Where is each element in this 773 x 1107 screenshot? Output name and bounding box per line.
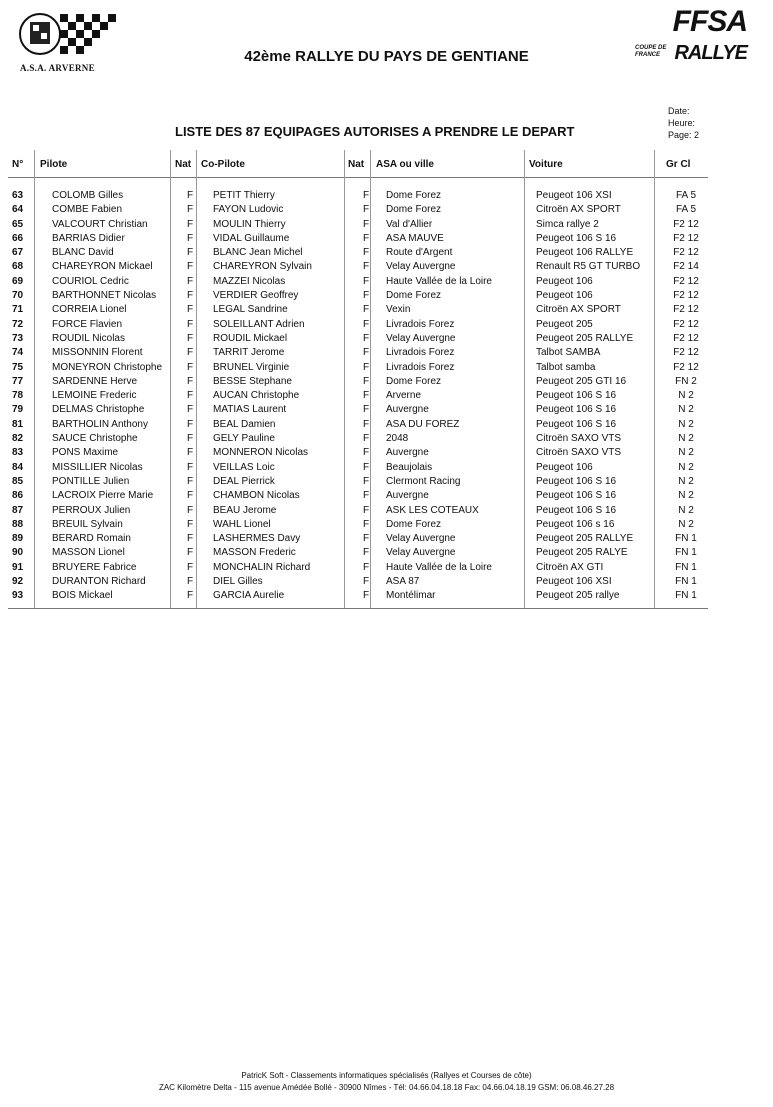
entries-table bbox=[0, 189, 706, 604]
ffsa-brand: FFSA bbox=[672, 5, 747, 38]
table-row bbox=[0, 375, 706, 389]
copilote-nat: F bbox=[363, 547, 370, 559]
asa-name: Velay Auvergne bbox=[386, 332, 456, 344]
pilote-nat: F bbox=[187, 261, 194, 273]
pilote-name: LEMOINE Frederic bbox=[52, 390, 137, 402]
time-label: Heure: bbox=[668, 118, 696, 128]
asa-name: Beaujolais bbox=[386, 461, 433, 473]
asa-name: ASA 87 bbox=[386, 576, 420, 588]
group-class: FN 1 bbox=[675, 533, 697, 545]
copilote-name: VEILLAS Loic bbox=[213, 461, 275, 473]
pilote-nat: F bbox=[187, 290, 194, 302]
car-model: Peugeot 205 GTI 16 bbox=[536, 375, 627, 387]
col-header-pilote: Pilote bbox=[40, 159, 68, 170]
document-meta bbox=[668, 105, 699, 141]
copilote-name: MONCHALIN Richard bbox=[213, 561, 311, 573]
pilote-nat: F bbox=[187, 247, 194, 259]
copilote-name: ROUDIL Mickael bbox=[213, 332, 288, 344]
col-header-nat2: Nat bbox=[348, 159, 365, 170]
copilote-name: VIDAL Guillaume bbox=[213, 232, 290, 244]
ffsa-coupe-label: COUPE DE FRANCE bbox=[635, 45, 667, 58]
table-row bbox=[0, 475, 706, 489]
pilote-name: PONTILLE Julien bbox=[52, 475, 130, 487]
col-header-grcl: Gr Cl bbox=[666, 159, 691, 170]
copilote-name: MASSON Frederic bbox=[213, 547, 296, 559]
pilote-nat: F bbox=[187, 190, 194, 201]
copilote-nat: F bbox=[363, 375, 370, 387]
asa-name: Livradois Forez bbox=[386, 347, 455, 359]
car-model: Citroën SAXO VTS bbox=[536, 433, 622, 445]
asa-name: Haute Vallée de la Loire bbox=[386, 561, 492, 573]
pilote-nat: F bbox=[187, 318, 194, 330]
pilote-nat: F bbox=[187, 375, 194, 387]
copilote-nat: F bbox=[363, 275, 370, 287]
car-model: Peugeot 106 RALLYE bbox=[536, 247, 634, 259]
copilote-name: MATIAS Laurent bbox=[213, 404, 287, 416]
car-model: Peugeot 106 S 16 bbox=[536, 490, 617, 502]
pilote-nat: F bbox=[187, 347, 194, 359]
row-number: 83 bbox=[12, 447, 24, 459]
asa-name: Arverne bbox=[386, 390, 422, 402]
group-class: F2 12 bbox=[673, 218, 699, 230]
pilote-nat: F bbox=[187, 547, 194, 559]
table-row bbox=[0, 518, 706, 532]
row-number: 90 bbox=[12, 547, 24, 559]
group-class: F2 12 bbox=[673, 247, 699, 259]
asa-name: Clermont Racing bbox=[386, 475, 461, 487]
copilote-nat: F bbox=[363, 447, 370, 459]
copilote-name: BESSE Stephane bbox=[213, 375, 292, 387]
copilote-nat: F bbox=[363, 504, 370, 516]
asa-arverne-label: A.S.A. ARVERNE bbox=[20, 63, 95, 73]
row-number: 74 bbox=[12, 347, 24, 359]
group-class: FN 1 bbox=[675, 576, 697, 588]
pilote-nat: F bbox=[187, 361, 194, 373]
asa-name: Livradois Forez bbox=[386, 361, 455, 373]
row-number: 64 bbox=[12, 204, 24, 216]
table-row bbox=[0, 275, 706, 289]
copilote-nat: F bbox=[363, 390, 370, 402]
date-label: Date: bbox=[668, 106, 690, 116]
copilote-name: AUCAN Christophe bbox=[213, 390, 300, 402]
pilote-nat: F bbox=[187, 204, 194, 216]
car-model: Renault R5 GT TURBO bbox=[536, 261, 641, 273]
table-row bbox=[0, 575, 706, 589]
copilote-nat: F bbox=[363, 290, 370, 302]
table-row bbox=[0, 504, 706, 518]
copilote-name: SOLEILLANT Adrien bbox=[213, 318, 305, 330]
row-number: 78 bbox=[12, 390, 24, 402]
pilote-name: SARDENNE Herve bbox=[52, 375, 138, 387]
copilote-nat: F bbox=[363, 518, 370, 530]
row-number: 88 bbox=[12, 518, 24, 530]
pilote-name: BARTHOLIN Anthony bbox=[52, 418, 148, 430]
copilote-name: CHAMBON Nicolas bbox=[213, 490, 300, 502]
group-class: FN 1 bbox=[675, 547, 697, 559]
asa-name: Dome Forez bbox=[386, 375, 442, 387]
pilote-name: BARRIAS Didier bbox=[52, 232, 125, 244]
car-model: Talbot SAMBA bbox=[536, 347, 601, 359]
group-class: F2 12 bbox=[673, 232, 699, 244]
copilote-nat: F bbox=[363, 576, 370, 588]
copilote-nat: F bbox=[363, 204, 370, 216]
table-row bbox=[0, 389, 706, 403]
table-row bbox=[0, 589, 706, 603]
asa-name: Dome Forez bbox=[386, 204, 442, 216]
asa-name: 2048 bbox=[386, 433, 409, 445]
row-number: 70 bbox=[12, 290, 24, 302]
col-header-num: N° bbox=[12, 159, 24, 170]
row-number: 75 bbox=[12, 361, 24, 373]
copilote-nat: F bbox=[363, 461, 370, 473]
group-class: F2 12 bbox=[673, 275, 699, 287]
row-number: 79 bbox=[12, 404, 24, 416]
car-model: Peugeot 106 S 16 bbox=[536, 232, 617, 244]
car-model: Peugeot 106 S 16 bbox=[536, 404, 617, 416]
copilote-nat: F bbox=[363, 433, 370, 445]
list-subtitle: LISTE DES 87 EQUIPAGES AUTORISES A PRENDRE LE DEPART bbox=[175, 124, 575, 139]
car-model: Peugeot 106 S 16 bbox=[536, 475, 617, 487]
pilote-name: FORCE Flavien bbox=[52, 318, 123, 330]
copilote-name: VERDIER Geoffrey bbox=[213, 290, 299, 302]
car-model: Citroën SAXO VTS bbox=[536, 447, 622, 459]
pilote-name: MASSON Lionel bbox=[52, 547, 125, 559]
pilote-name: PONS Maxime bbox=[52, 447, 119, 459]
group-class: FA 5 bbox=[675, 190, 696, 201]
row-number: 87 bbox=[12, 504, 24, 516]
pilote-name: SAUCE Christophe bbox=[52, 433, 138, 445]
pilote-name: ROUDIL Nicolas bbox=[52, 332, 125, 344]
asa-name: ASK LES COTEAUX bbox=[386, 504, 479, 516]
copilote-nat: F bbox=[363, 232, 370, 244]
row-number: 67 bbox=[12, 247, 24, 259]
pilote-nat: F bbox=[187, 475, 194, 487]
pilote-nat: F bbox=[187, 447, 194, 459]
col-header-voiture: Voiture bbox=[529, 159, 563, 170]
asa-name: Auvergne bbox=[386, 490, 429, 502]
pilote-name: COLOMB Gilles bbox=[52, 190, 124, 201]
table-row bbox=[0, 561, 706, 575]
pilote-name: BERARD Romain bbox=[52, 533, 131, 545]
pilote-nat: F bbox=[187, 561, 194, 573]
group-class: F2 12 bbox=[673, 347, 699, 359]
copilote-nat: F bbox=[363, 418, 370, 430]
pilote-name: MONEYRON Christophe bbox=[52, 361, 163, 373]
pilote-name: LACROIX Pierre Marie bbox=[52, 490, 154, 502]
row-number: 93 bbox=[12, 590, 24, 602]
asa-name: Route d'Argent bbox=[386, 247, 453, 259]
copilote-nat: F bbox=[363, 218, 370, 230]
asa-name: Velay Auvergne bbox=[386, 547, 456, 559]
pilote-name: PERROUX Julien bbox=[52, 504, 131, 516]
car-model: Citroën AX SPORT bbox=[536, 204, 621, 216]
copilote-name: WAHL Lionel bbox=[213, 518, 271, 530]
table-row bbox=[0, 403, 706, 417]
copilote-nat: F bbox=[363, 404, 370, 416]
copilote-name: LASHERMES Davy bbox=[213, 533, 301, 545]
pilote-nat: F bbox=[187, 232, 194, 244]
car-model: Peugeot 106 S 16 bbox=[536, 390, 617, 402]
copilote-name: BEAU Jerome bbox=[213, 504, 277, 516]
pilote-nat: F bbox=[187, 518, 194, 530]
table-bottom-rule bbox=[8, 608, 708, 609]
copilote-nat: F bbox=[363, 475, 370, 487]
copilote-nat: F bbox=[363, 361, 370, 373]
group-class: F2 12 bbox=[673, 304, 699, 316]
pilote-nat: F bbox=[187, 275, 194, 287]
car-model: Peugeot 106 S 16 bbox=[536, 418, 617, 430]
asa-name: ASA MAUVE bbox=[386, 232, 444, 244]
row-number: 66 bbox=[12, 232, 24, 244]
table-row bbox=[0, 546, 706, 560]
table-row bbox=[0, 303, 706, 317]
page-title: 42ème RALLYE DU PAYS DE GENTIANE bbox=[244, 48, 529, 65]
table-row bbox=[0, 432, 706, 446]
car-model: Simca rallye 2 bbox=[536, 218, 599, 230]
copilote-nat: F bbox=[363, 304, 370, 316]
table-row bbox=[0, 532, 706, 546]
copilote-name: BEAL Damien bbox=[213, 418, 276, 430]
row-number: 92 bbox=[12, 576, 24, 588]
pilote-name: BARTHONNET Nicolas bbox=[52, 290, 157, 302]
table-row bbox=[0, 289, 706, 303]
car-model: Citroën AX GTI bbox=[536, 561, 604, 573]
asa-name: Dome Forez bbox=[386, 290, 442, 302]
copilote-name: FAYON Ludovic bbox=[213, 204, 284, 216]
group-class: FA 5 bbox=[675, 204, 696, 216]
group-class: N 2 bbox=[678, 433, 694, 445]
copilote-name: DEAL Pierrick bbox=[213, 475, 275, 487]
table-row bbox=[0, 246, 706, 260]
copilote-name: TARRIT Jerome bbox=[213, 347, 285, 359]
copilote-nat: F bbox=[363, 190, 370, 201]
group-class: N 2 bbox=[678, 490, 694, 502]
table-row bbox=[0, 346, 706, 360]
car-model: Peugeot 106 XSI bbox=[536, 576, 612, 588]
asa-name: Auvergne bbox=[386, 447, 429, 459]
car-model: Peugeot 106 S 16 bbox=[536, 504, 617, 516]
row-number: 86 bbox=[12, 490, 24, 502]
table-row bbox=[0, 232, 706, 246]
group-class: FN 1 bbox=[675, 561, 697, 573]
car-model: Talbot samba bbox=[536, 361, 596, 373]
row-number: 77 bbox=[12, 375, 24, 387]
group-class: N 2 bbox=[678, 504, 694, 516]
copilote-name: BRUNEL Virginie bbox=[213, 361, 290, 373]
copilote-nat: F bbox=[363, 318, 370, 330]
copilote-nat: F bbox=[363, 247, 370, 259]
copilote-nat: F bbox=[363, 590, 370, 602]
copilote-name: DIEL Gilles bbox=[213, 576, 263, 588]
group-class: F2 12 bbox=[673, 318, 699, 330]
asa-name: Vexin bbox=[386, 304, 411, 316]
asa-name: Livradois Forez bbox=[386, 318, 455, 330]
header-rule bbox=[8, 177, 708, 178]
car-model: Citroën AX SPORT bbox=[536, 304, 621, 316]
car-model: Peugeot 205 RALLYE bbox=[536, 332, 634, 344]
row-number: 73 bbox=[12, 332, 24, 344]
col-header-copilote: Co-Pilote bbox=[201, 159, 245, 170]
car-model: Peugeot 106 XSI bbox=[536, 190, 612, 201]
pilote-nat: F bbox=[187, 490, 194, 502]
group-class: N 2 bbox=[678, 404, 694, 416]
pilote-name: VALCOURT Christian bbox=[52, 218, 148, 230]
pilote-name: BLANC David bbox=[52, 247, 114, 259]
copilote-name: MOULIN Thierry bbox=[213, 218, 286, 230]
group-class: N 2 bbox=[678, 518, 694, 530]
car-model: Peugeot 205 RALYE bbox=[536, 547, 628, 559]
pilote-nat: F bbox=[187, 433, 194, 445]
group-class: F2 12 bbox=[673, 290, 699, 302]
table-row bbox=[0, 461, 706, 475]
pilote-nat: F bbox=[187, 461, 194, 473]
row-number: 82 bbox=[12, 433, 24, 445]
copilote-name: GELY Pauline bbox=[213, 433, 275, 445]
pilote-name: MISSILLIER Nicolas bbox=[52, 461, 143, 473]
pilote-nat: F bbox=[187, 418, 194, 430]
table-row bbox=[0, 332, 706, 346]
copilote-nat: F bbox=[363, 332, 370, 344]
table-row bbox=[0, 361, 706, 375]
row-number: 91 bbox=[12, 561, 24, 573]
pilote-nat: F bbox=[187, 332, 194, 344]
asa-name: Dome Forez bbox=[386, 518, 442, 530]
pilote-nat: F bbox=[187, 218, 194, 230]
asa-name: Auvergne bbox=[386, 404, 429, 416]
car-model: Peugeot 106 bbox=[536, 290, 593, 302]
pilote-name: BOIS Mickael bbox=[52, 590, 113, 602]
asa-name: Val d'Allier bbox=[386, 218, 433, 230]
table-row bbox=[0, 189, 706, 203]
car-model: Peugeot 205 rallye bbox=[536, 590, 620, 602]
pilote-name: BRUYERE Fabrice bbox=[52, 561, 137, 573]
copilote-nat: F bbox=[363, 261, 370, 273]
pilote-nat: F bbox=[187, 390, 194, 402]
pilote-name: MISSONNIN Florent bbox=[52, 347, 143, 359]
footer-line-1: PatricK Soft - Classements informatiques spécialisés (Rallyes et Courses de côte) bbox=[241, 1071, 532, 1080]
group-class: FN 2 bbox=[675, 375, 697, 387]
pilote-nat: F bbox=[187, 590, 194, 602]
row-number: 72 bbox=[12, 318, 24, 330]
group-class: N 2 bbox=[678, 390, 694, 402]
group-class: FN 1 bbox=[675, 590, 697, 602]
asa-arverne-logo bbox=[18, 8, 118, 78]
footer-line-2: ZAC Kilomètre Delta - 115 avenue Amédée Bollé - 30900 Nîmes - Tél: 04.66.04.18.18 Fax: 04.66.04.18.19 GSM: 06.08.46.27.28 bbox=[158, 1083, 615, 1092]
row-number: 85 bbox=[12, 475, 24, 487]
car-model: Peugeot 106 bbox=[536, 275, 593, 287]
table-row bbox=[0, 446, 706, 460]
pilote-nat: F bbox=[187, 404, 194, 416]
car-model: Peugeot 205 RALLYE bbox=[536, 533, 634, 545]
asa-name: ASA DU FOREZ bbox=[386, 418, 460, 430]
pilote-name: COMBE Fabien bbox=[52, 204, 123, 216]
page-number: Page: 2 bbox=[668, 130, 700, 140]
row-number: 68 bbox=[12, 261, 24, 273]
pilote-name: COURIOL Cedric bbox=[52, 275, 129, 287]
row-number: 69 bbox=[12, 275, 24, 287]
table-row bbox=[0, 418, 706, 432]
asa-name: Haute Vallée de la Loire bbox=[386, 275, 492, 287]
copilote-name: GARCIA Aurelie bbox=[213, 590, 285, 602]
table-row bbox=[0, 203, 706, 217]
copilote-name: BLANC Jean Michel bbox=[213, 247, 303, 259]
row-number: 89 bbox=[12, 533, 24, 545]
pilote-name: BREUIL Sylvain bbox=[52, 518, 123, 530]
copilote-name: LEGAL Sandrine bbox=[213, 304, 288, 316]
group-class: N 2 bbox=[678, 418, 694, 430]
col-header-asa: ASA ou ville bbox=[376, 159, 434, 170]
group-class: F2 12 bbox=[673, 361, 699, 373]
asa-name: Velay Auvergne bbox=[386, 261, 456, 273]
row-number: 81 bbox=[12, 418, 24, 430]
copilote-name: MONNERON Nicolas bbox=[213, 447, 309, 459]
pilote-nat: F bbox=[187, 576, 194, 588]
pilote-nat: F bbox=[187, 504, 194, 516]
asa-name: Montélimar bbox=[386, 590, 436, 602]
asa-name: Velay Auvergne bbox=[386, 533, 456, 545]
car-model: Peugeot 106 s 16 bbox=[536, 518, 615, 530]
copilote-nat: F bbox=[363, 347, 370, 359]
pilote-name: CHAREYRON Mickael bbox=[52, 261, 153, 273]
footer bbox=[0, 1070, 773, 1094]
copilote-name: PETIT Thierry bbox=[213, 190, 275, 201]
ffsa-rallye-label: RALLYE bbox=[674, 42, 747, 64]
pilote-name: CORREIA Lionel bbox=[52, 304, 127, 316]
row-number: 84 bbox=[12, 461, 24, 473]
copilote-nat: F bbox=[363, 533, 370, 545]
copilote-name: MAZZEI Nicolas bbox=[213, 275, 286, 287]
table-row bbox=[0, 489, 706, 503]
pilote-nat: F bbox=[187, 533, 194, 545]
copilote-nat: F bbox=[363, 490, 370, 502]
copilote-nat: F bbox=[363, 561, 370, 573]
group-class: N 2 bbox=[678, 475, 694, 487]
col-header-nat: Nat bbox=[175, 159, 192, 170]
table-row bbox=[0, 260, 706, 274]
row-number: 71 bbox=[12, 304, 24, 316]
car-model: Peugeot 205 bbox=[536, 318, 593, 330]
group-class: F2 12 bbox=[673, 332, 699, 344]
group-class: N 2 bbox=[678, 447, 694, 459]
asa-name: Dome Forez bbox=[386, 190, 442, 201]
ffsa-logo bbox=[635, 5, 747, 69]
group-class: N 2 bbox=[678, 461, 694, 473]
pilote-name: DURANTON Richard bbox=[52, 576, 146, 588]
row-number: 63 bbox=[12, 190, 24, 201]
group-class: F2 14 bbox=[673, 261, 699, 273]
copilote-name: CHAREYRON Sylvain bbox=[213, 261, 312, 273]
car-model: Peugeot 106 bbox=[536, 461, 593, 473]
pilote-nat: F bbox=[187, 304, 194, 316]
pilote-name: DELMAS Christophe bbox=[52, 404, 145, 416]
table-row bbox=[0, 318, 706, 332]
table-row bbox=[0, 218, 706, 232]
row-number: 65 bbox=[12, 218, 24, 230]
